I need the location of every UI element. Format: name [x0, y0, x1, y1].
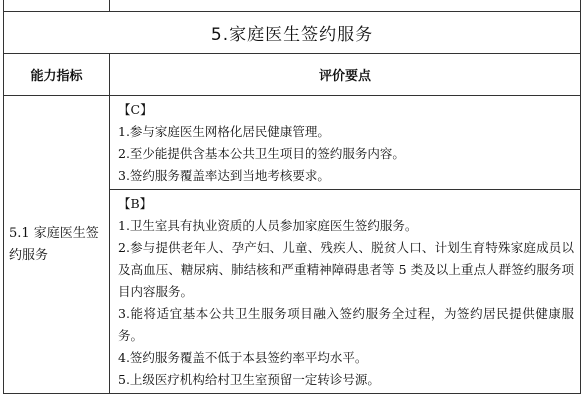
level-c-point-2: 2.至少能提供含基本公共卫生项目的签约服务内容。 — [118, 146, 405, 161]
evaluation-table — [3, 0, 581, 394]
level-b-tag: 【B】 — [118, 196, 153, 211]
level-c-point-3: 3.签约服务覆盖率达到当地考核要求。 — [118, 168, 330, 183]
previous-section-cell-left — [4, 0, 110, 12]
criteria-cell — [110, 96, 581, 394]
level-c-tag: 【C】 — [118, 102, 153, 117]
header-criteria: 评价要点 — [110, 54, 581, 96]
previous-section-strip — [4, 0, 581, 12]
indicator-row — [4, 96, 581, 394]
evaluation-table-sheet — [3, 0, 580, 412]
section-title-row — [4, 12, 581, 54]
indicator-name: 5.1 家庭医生签约服务 — [4, 96, 110, 394]
level-b-point-1: 1.卫生室具有执业资质的人员参加家庭医生签约服务。 — [118, 218, 418, 233]
level-b-point-2: 2.参与提供老年人、孕产妇、儿童、残疾人、脱贫人口、计划生育特殊家庭成员以及高血压、糖尿病、肺结核和严重精神障碍患者等 5 类及以上重点人群签约服务项目内容服务。 — [118, 240, 574, 299]
header-indicator: 能力指标 — [4, 54, 110, 96]
level-c-block — [110, 96, 580, 189]
section-title: 5.家庭医生签约服务 — [4, 12, 581, 54]
level-b-block — [110, 189, 580, 393]
level-b-point-4: 4.签约服务覆盖不低于本县签约率平均水平。 — [118, 350, 368, 365]
previous-section-cell-right — [110, 0, 581, 12]
column-header-row — [4, 54, 581, 96]
level-b-point-3: 3.能将适宜基本公共卫生服务项目融入签约服务全过程，为签约居民提供健康服务。 — [118, 306, 574, 343]
level-c-point-1: 1.参与家庭医生网格化居民健康管理。 — [118, 124, 330, 139]
level-b-point-5: 5.上级医疗机构给村卫生室预留一定转诊号源。 — [118, 372, 380, 387]
